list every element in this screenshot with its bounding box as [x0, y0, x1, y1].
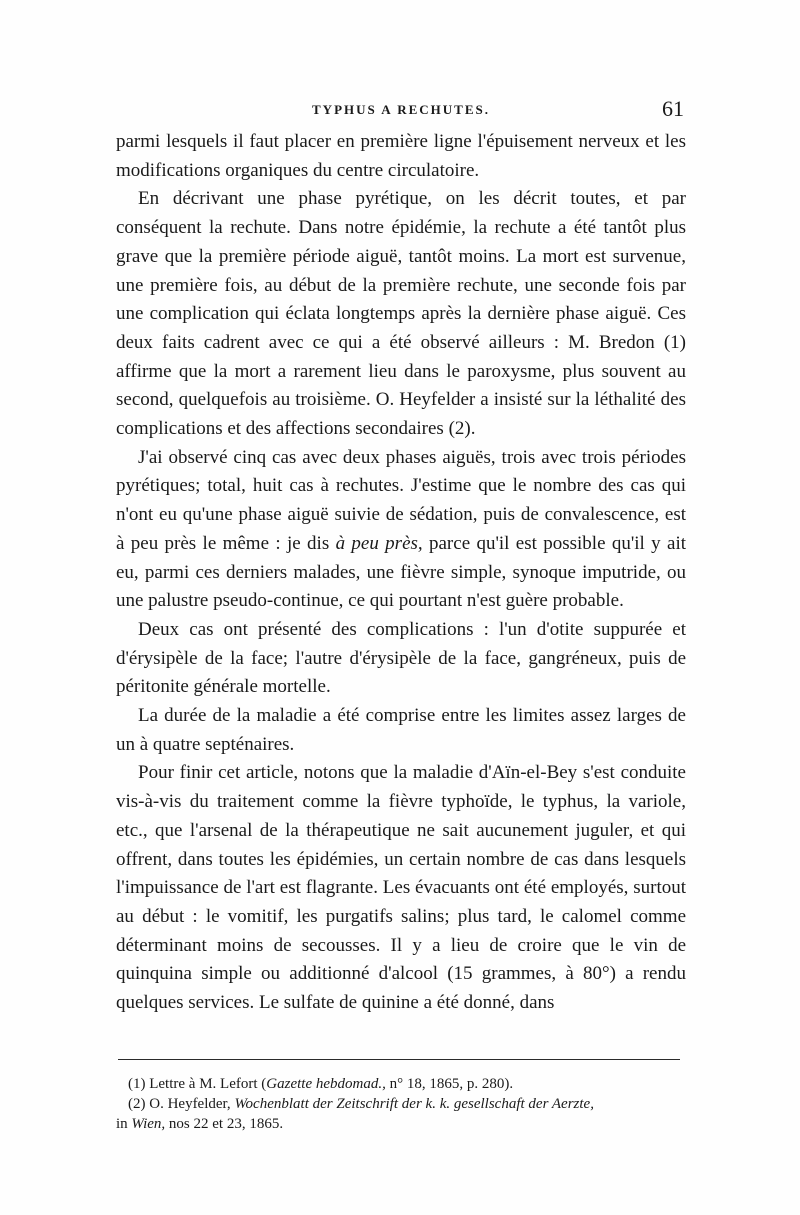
- paragraph-5: La durée de la maladie a été comprise entre les limites assez larges de un à quatre septénaires.: [116, 705, 686, 755]
- paragraph-6: Pour finir cet article, notons que la maladie d'Aïn-el-Bey s'est conduite vis-à-vis du traitement comme la fièvre typhoïde, le typhus, la variole, etc., que l'arsenal de la thérapeutique ne sait aucunement juguler, et qui offrent, dans toutes les épidémies, un certain nombre de cas dans lesquels l'impuissance de l'art est flagrante. Les évacuants ont été employés, surtout au début : le vomitif, les purgatifs salins; plus tard, le calomel comme déterminant moins de secousses. Il y a lieu de croire que le vin de quinquina simple ou additionné d'alcool (15 grammes, à 80°) a rendu quelques services. Le sulfate de quinine a été donné, dans: [116, 762, 686, 1014]
- footnote-1-italic: Gazette hebdomad.,: [266, 1076, 386, 1092]
- page-number: 61: [662, 96, 684, 121]
- paragraph-2: En décrivant une phase pyrétique, on les décrit toutes, et par conséquent la rechute. Dans notre épidémie, la rechute a été tantôt plus grave que la première période aiguë, tantôt moins. La mort est survenue, une première fois, au début de la première rechute, une seconde fois par une complication qui éclata longtemps après la dernière phase aiguë. Ces deux faits cadrent avec ce qui a été observé ailleurs : M. Bredon (1) affirme que la mort a rarement lieu dans le paroxysme, plus souvent au second, quelquefois au troisième. O. Heyfelder a insisté sur la léthalité des complications et des affections secondaires (2).: [116, 188, 686, 440]
- footnote-3-before: in: [116, 1116, 132, 1132]
- footnote-1-after: n° 18, 1865, p. 280).: [385, 1076, 514, 1092]
- paragraph-4: Deux cas ont présenté des complications : l'un d'otite suppurée et d'érysipèle de la face; l'autre d'érysipèle de la face, gangréneux, puis de péritonite générale mortelle.: [116, 618, 686, 698]
- body-text: [116, 128, 686, 1018]
- footnote-3-italic: Wien,: [131, 1116, 166, 1132]
- paragraph-3: [116, 444, 686, 616]
- paragraph-3-text-after: parce qu'il est possible qu'il y ait eu, parmi ces derniers malades, une fièvre simple, synoque imputride, ou une palustre pseudo-continue, ce qui pourtant n'est guère probable.: [116, 532, 687, 612]
- footnote-3-after: nos 22 et 23, 1865.: [165, 1116, 284, 1132]
- footnote-1: [116, 1074, 686, 1094]
- footnotes: [116, 1074, 686, 1134]
- paragraph-1: parmi lesquels il faut placer en première ligne l'épuisement nerveux et les modifications organiques du centre circulatoire.: [116, 131, 686, 181]
- footnote-2-italic: Wochenblatt der Zeitschrift der k. k. gesellschaft der Aerzte,: [234, 1096, 594, 1112]
- running-head: [116, 98, 686, 124]
- footnote-1-before: (1) Lettre à M. Lefort (: [128, 1076, 267, 1092]
- running-title: TYPHUS A RECHUTES.: [312, 102, 490, 117]
- paragraph-3-text-before: J'ai observé cinq cas avec deux phases aiguës, trois avec trois périodes pyrétiques; total, huit cas à rechutes. J'estime que le nombre des cas qui n'ont eu qu'une phase aiguë suivie de sédation, puis de convalescence, est à peu près le même : je dis: [116, 446, 686, 554]
- footnote-separator: [118, 1059, 680, 1060]
- paragraph-3-italic: à peu près,: [335, 532, 423, 554]
- footnote-2-continuation: [116, 1114, 686, 1134]
- footnote-2-before: (2) O. Heyfelder,: [128, 1096, 235, 1112]
- footnote-2: [116, 1094, 686, 1114]
